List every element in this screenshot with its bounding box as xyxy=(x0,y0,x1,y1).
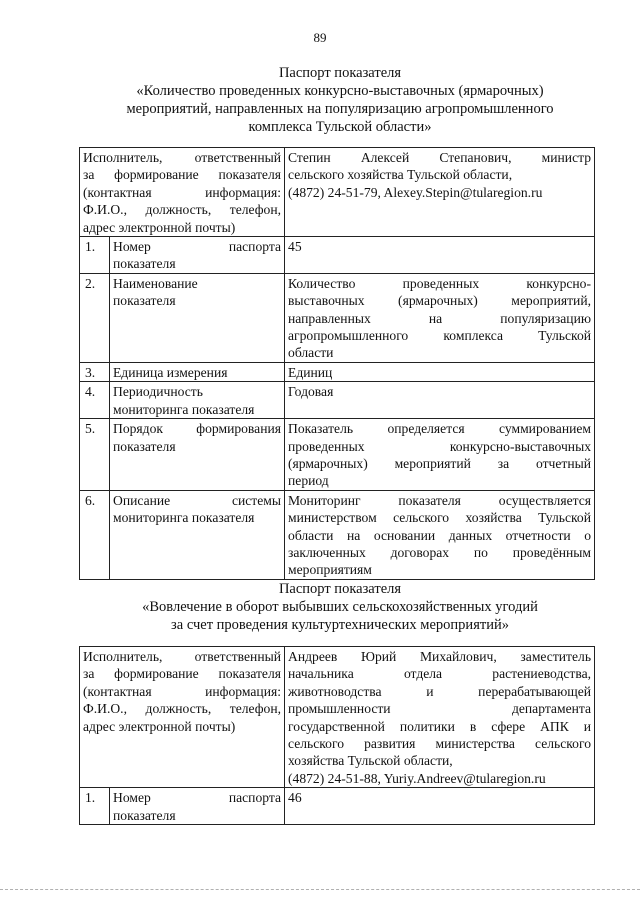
text-line: животноводства и перерабатывающей xyxy=(288,683,592,699)
row-number: 3. xyxy=(80,362,110,381)
passport-1-title xyxy=(60,64,620,136)
text-line: Показатель определяется суммированием xyxy=(288,421,592,437)
text-line: промышленности департамента xyxy=(288,701,592,717)
row-number: 2. xyxy=(80,273,110,362)
row-value xyxy=(285,788,595,825)
text-line: Ф.И.О., должность, телефон, xyxy=(83,202,282,218)
row-number: 6. xyxy=(80,490,110,579)
text-line: Периодичность xyxy=(113,384,203,400)
passport-2-title xyxy=(60,580,620,634)
text-line: Ф.И.О., должность, телефон, xyxy=(83,701,282,717)
passport-heading: Паспорт показателя xyxy=(278,65,402,81)
text-line: Исполнитель, ответственный xyxy=(83,649,282,664)
executor-value xyxy=(285,647,595,788)
text-line: 45 xyxy=(288,239,302,255)
text-line: Наименование xyxy=(113,275,198,291)
row-value xyxy=(285,419,595,491)
passport-title-line: за счет проведения культуртехнических мероприятий» xyxy=(171,617,509,633)
text-line: Андреев Юрий Михайлович, заместитель xyxy=(288,649,592,664)
row-value xyxy=(285,382,595,419)
text-line: за формирование показателя xyxy=(83,167,282,183)
executor-row xyxy=(80,647,595,788)
text-line: за формирование показателя xyxy=(83,666,282,682)
row-label xyxy=(110,382,285,419)
text-line: период xyxy=(288,473,329,489)
text-line: выставочных (ярмарочных) мероприятий, xyxy=(288,293,592,309)
row-label xyxy=(110,237,285,274)
footer-divider xyxy=(0,889,640,891)
table-row xyxy=(80,382,595,419)
text-line: Порядок формирования xyxy=(113,421,282,437)
text-line: области xyxy=(288,345,334,361)
text-line: Количество проведенных конкурсно- xyxy=(288,275,592,291)
executor-row xyxy=(80,148,595,237)
text-line: 46 xyxy=(288,790,302,806)
row-label xyxy=(110,273,285,362)
table-row xyxy=(80,273,595,362)
text-line: Единица измерения xyxy=(113,364,228,380)
text-line: (контактная информация: xyxy=(83,683,282,699)
row-value xyxy=(285,362,595,381)
text-line: адрес электронной почты) xyxy=(83,219,236,235)
text-line: адрес электронной почты) xyxy=(83,718,236,734)
text-line: Описание системы xyxy=(113,492,282,508)
row-value xyxy=(285,237,595,274)
text-line: показателя xyxy=(113,293,176,309)
passport-title-line: комплекса Тульской области» xyxy=(248,119,432,135)
row-label xyxy=(110,490,285,579)
text-line: Номер паспорта xyxy=(113,790,282,806)
row-number: 1. xyxy=(80,788,110,825)
text-line: Степин Алексей Степанович, министр xyxy=(288,150,592,165)
text-line: Годовая xyxy=(288,384,334,400)
passport-title-line: мероприятий, направленных на популяризацию агропромышленного xyxy=(126,101,554,117)
text-line: государственной политики в сфере АПК и xyxy=(288,718,592,734)
row-number: 4. xyxy=(80,382,110,419)
row-label xyxy=(110,419,285,491)
executor-label xyxy=(80,148,285,237)
executor-label xyxy=(80,647,285,788)
text-line: направленных на популяризацию xyxy=(288,310,592,326)
passport-title-line: «Количество проведенных конкурсно-выставочных (ярмарочных) xyxy=(136,83,544,99)
table-row xyxy=(80,237,595,274)
table-row xyxy=(80,788,595,825)
table-row xyxy=(80,362,595,381)
text-line: мониторинга показателя xyxy=(113,401,255,417)
text-line: Единиц xyxy=(288,364,333,380)
row-value xyxy=(285,273,595,362)
text-line: Исполнитель, ответственный xyxy=(83,150,282,165)
row-number: 5. xyxy=(80,419,110,491)
text-line: начальника отдела растениеводства, xyxy=(288,666,592,682)
text-line: агропромышленного комплекса Тульской xyxy=(288,328,592,344)
passport-1-table xyxy=(79,147,595,580)
text-line: (4872) 24-51-88, Yuriy.Andreev@tularegion.ru xyxy=(288,770,546,786)
text-line: мониторинга показателя xyxy=(113,510,255,526)
text-line: (4872) 24-51-79, Alexey.Stepin@tularegion.ru xyxy=(288,184,543,200)
text-line: показателя xyxy=(113,438,176,454)
passport-heading: Паспорт показателя xyxy=(278,581,402,597)
text-line: заключенных договорах по проведённым xyxy=(288,544,592,560)
row-label xyxy=(110,362,285,381)
row-label xyxy=(110,788,285,825)
text-line: (контактная информация: xyxy=(83,184,282,200)
text-line: показателя xyxy=(113,807,176,823)
text-line: (ярмарочных) мероприятий за отчетный xyxy=(288,455,592,471)
passport-title-line: «Вовлечение в оборот выбывших сельскохозяйственных угодий xyxy=(142,599,538,615)
row-value xyxy=(285,490,595,579)
row-number: 1. xyxy=(80,237,110,274)
text-line: Номер паспорта xyxy=(113,239,282,255)
text-line: проведенных конкурсно-выставочных xyxy=(288,438,592,454)
table-row xyxy=(80,490,595,579)
text-line: сельского развития министерства сельского xyxy=(288,736,592,752)
table-row xyxy=(80,419,595,491)
text-line: области на основании данных отчетности о xyxy=(288,527,592,543)
page-number: 89 xyxy=(313,30,327,45)
text-line: Мониторинг показателя осуществляется xyxy=(288,492,592,508)
executor-value xyxy=(285,148,595,237)
text-line: сельского хозяйства Тульской области, xyxy=(288,167,513,183)
text-line: хозяйства Тульской области, xyxy=(288,753,453,769)
passport-2-table xyxy=(79,646,595,825)
text-line: министерством сельского хозяйства Тульской xyxy=(288,510,592,526)
text-line: показателя xyxy=(113,256,176,272)
text-line: мероприятиям xyxy=(288,562,372,578)
